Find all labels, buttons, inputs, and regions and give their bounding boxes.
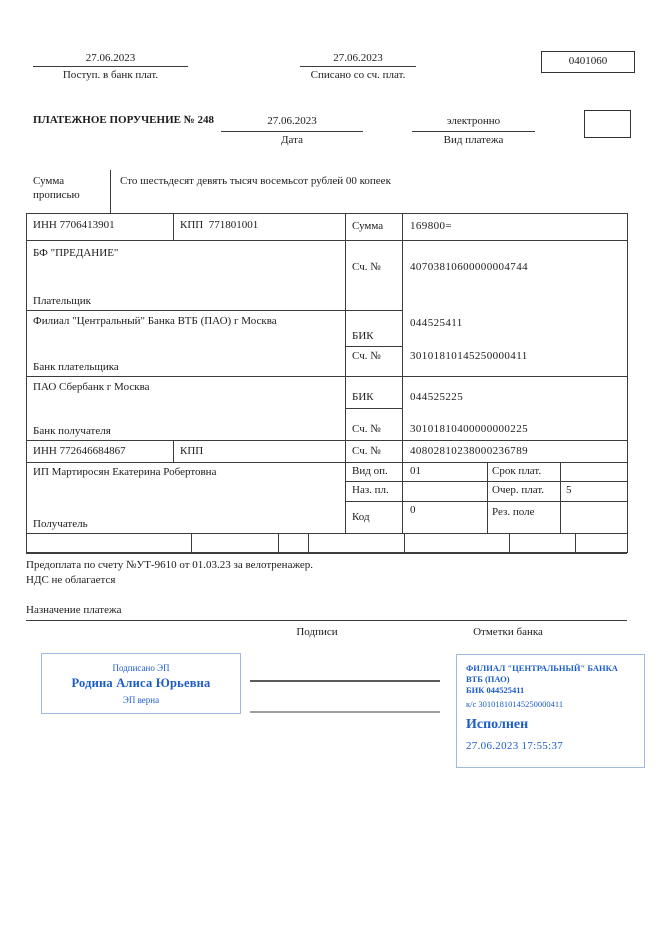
status-box bbox=[584, 110, 631, 138]
document-date-underline bbox=[221, 131, 363, 132]
received-date: 27.06.2023 bbox=[85, 52, 136, 64]
document-date-label: Дата bbox=[281, 134, 303, 146]
grid-line bbox=[26, 240, 627, 241]
grid-line bbox=[26, 376, 627, 377]
purpose-code-label: Наз. пл. bbox=[352, 484, 389, 496]
code-value: 0 bbox=[410, 504, 416, 516]
beneficiary-bank-bik-label: БИК bbox=[352, 391, 374, 403]
signature-verified-label: ЭП верна bbox=[122, 695, 160, 705]
purpose-underline bbox=[26, 620, 627, 621]
payer-bank-bik: 044525411 bbox=[410, 317, 463, 329]
bank-stamp-status: Исполнен bbox=[466, 717, 529, 732]
grid-line bbox=[345, 408, 402, 409]
bank-stamp-branch-line2: ВТБ (ПАО) bbox=[466, 674, 510, 684]
beneficiary-label: Получатель bbox=[33, 518, 88, 530]
purpose-label: Назначение платежа bbox=[26, 604, 122, 616]
op-kind-label: Вид оп. bbox=[352, 465, 388, 477]
reserve-label: Рез. поле bbox=[492, 506, 535, 518]
debited-date: 27.06.2023 bbox=[333, 52, 383, 64]
purpose-line-2: НДС не облагается bbox=[26, 574, 116, 586]
grid-line bbox=[402, 213, 403, 533]
document-title: ПЛАТЕЖНОЕ ПОРУЧЕНИЕ № 248 bbox=[33, 114, 215, 126]
document-date: 27.06.2023 bbox=[267, 115, 317, 127]
amount-words-label-2: прописью bbox=[33, 189, 80, 201]
pay-term-label: Срок плат. bbox=[492, 465, 542, 477]
payment-kind-underline bbox=[412, 131, 535, 132]
bank-marks-label: Отметки банка bbox=[473, 626, 543, 638]
bank-execution-stamp bbox=[456, 654, 645, 768]
beneficiary-bank-account-label: Сч. № bbox=[352, 423, 381, 435]
beneficiary-bank-bik: 044525225 bbox=[410, 391, 464, 403]
priority-label: Очер. плат. bbox=[492, 484, 545, 496]
beneficiary-bank-label: Банк получателя bbox=[33, 425, 111, 437]
grid-line bbox=[487, 462, 488, 533]
grid-line bbox=[308, 533, 309, 552]
payer-bank-name: Филиал "Центральный" Банка ВТБ (ПАО) г Москва bbox=[33, 315, 277, 327]
signature-line-1 bbox=[250, 680, 440, 682]
grid-line bbox=[173, 440, 174, 462]
signatures-label: Подписи bbox=[296, 626, 338, 638]
beneficiary-name: ИП Мартиросян Екатерина Робертовна bbox=[33, 466, 217, 478]
beneficiary-account: 40802810238000236789 bbox=[410, 445, 528, 457]
priority-value: 5 bbox=[566, 484, 572, 496]
amount-value: 169800= bbox=[410, 220, 453, 232]
payer-kpp: КПП 771801001 bbox=[180, 219, 259, 231]
payment-kind-value: электронно bbox=[446, 115, 501, 127]
payment-kind-label: Вид платежа bbox=[443, 134, 504, 146]
amount-in-words: Сто шестьдесят девять тысяч восемьсот рублей 00 копеек bbox=[120, 175, 391, 187]
signed-label: Подписано ЭП bbox=[112, 663, 170, 673]
beneficiary-account-label: Сч. № bbox=[352, 445, 381, 457]
amount-label: Сумма bbox=[352, 220, 384, 232]
beneficiary-kpp: КПП bbox=[180, 445, 204, 457]
form-code-box bbox=[541, 51, 635, 73]
received-date-underline bbox=[33, 66, 188, 67]
payer-inn: ИНН 7706413901 bbox=[33, 219, 115, 231]
grid-line bbox=[26, 462, 627, 463]
grid-line bbox=[110, 170, 111, 213]
grid-line bbox=[173, 213, 174, 240]
payer-bank-account: 30101810145250000411 bbox=[410, 350, 528, 362]
payer-bank-label: Банк плательщика bbox=[33, 361, 119, 373]
payer-bank-bik-label: БИК bbox=[352, 330, 374, 342]
grid-line bbox=[560, 462, 561, 533]
beneficiary-bank-name: ПАО Сбербанк г Москва bbox=[33, 381, 150, 393]
amount-words-label-1: Сумма bbox=[33, 175, 65, 187]
form-code: 0401060 bbox=[568, 55, 608, 67]
bank-stamp-bik: БИК 044525411 bbox=[466, 685, 525, 695]
grid-line bbox=[345, 346, 402, 347]
grid-line bbox=[278, 533, 279, 552]
grid-line bbox=[26, 552, 627, 554]
bank-stamp-corr-account: к/с 30101810145250000411 bbox=[466, 699, 564, 709]
grid-line bbox=[191, 533, 192, 552]
beneficiary-bank-account: 30101810400000000225 bbox=[410, 423, 528, 435]
grid-line bbox=[26, 533, 627, 534]
payer-account: 40703810600000004744 bbox=[410, 261, 528, 273]
grid-line bbox=[627, 213, 628, 553]
signature-line-2 bbox=[250, 711, 440, 713]
op-kind-value: 01 bbox=[410, 465, 421, 477]
payer-label: Плательщик bbox=[33, 295, 91, 307]
grid-line bbox=[345, 213, 346, 533]
debited-date-underline bbox=[300, 66, 416, 67]
debited-date-label: Списано со сч. плат. bbox=[310, 69, 406, 81]
bank-stamp-datetime: 27.06.2023 17:55:37 bbox=[466, 740, 564, 752]
grid-line bbox=[345, 501, 627, 502]
bank-stamp-branch-line1: ФИЛИАЛ "ЦЕНТРАЛЬНЫЙ" БАНКА bbox=[466, 663, 618, 673]
code-label: Код bbox=[352, 511, 370, 523]
payer-bank-account-label: Сч. № bbox=[352, 350, 381, 362]
payer-name: БФ "ПРЕДАНИЕ" bbox=[33, 247, 119, 259]
grid-line bbox=[509, 533, 510, 552]
received-date-label: Поступ. в банк плат. bbox=[62, 69, 159, 81]
grid-line bbox=[345, 481, 627, 482]
purpose-line-1: Предоплата по счету №УТ-9610 от 01.03.23 за велотренажер. bbox=[26, 559, 314, 571]
e-signature-stamp bbox=[41, 653, 241, 714]
grid-line bbox=[26, 213, 27, 553]
grid-line bbox=[26, 440, 627, 441]
beneficiary-inn: ИНН 772646684867 bbox=[33, 445, 126, 457]
grid-line bbox=[575, 533, 576, 552]
grid-line bbox=[26, 213, 627, 214]
payer-account-label: Сч. № bbox=[352, 261, 381, 273]
grid-line bbox=[404, 533, 405, 552]
signer-name: Родина Алиса Юрьевна bbox=[71, 676, 211, 690]
